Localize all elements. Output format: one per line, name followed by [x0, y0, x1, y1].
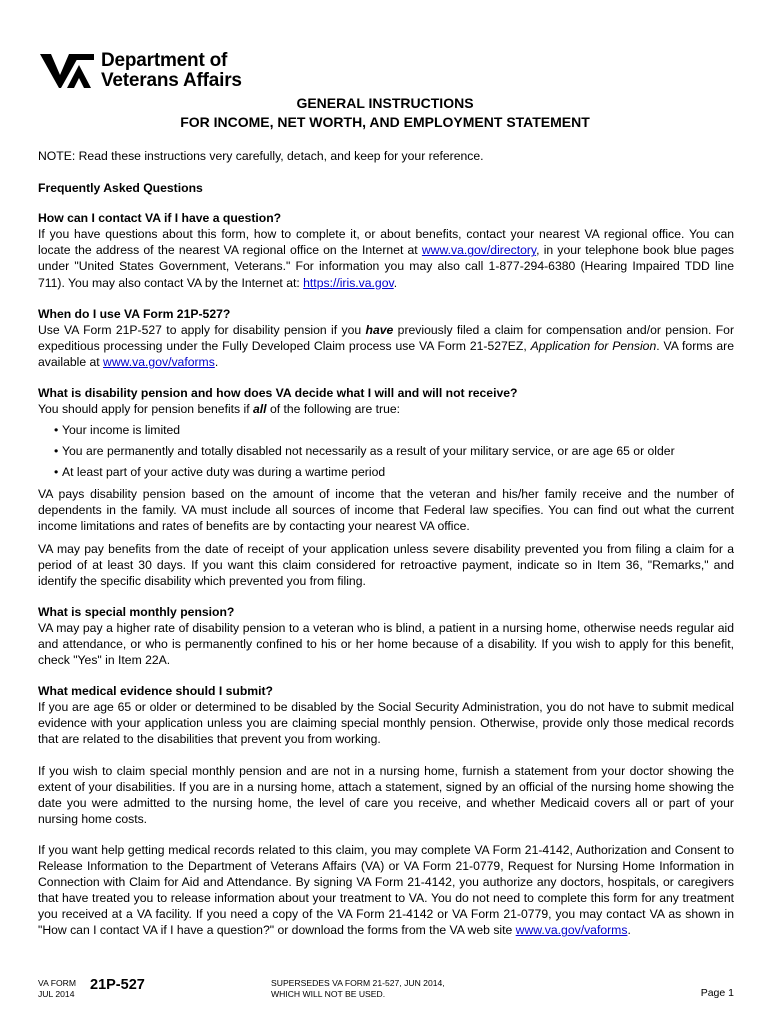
department-line-2: Veterans Affairs [101, 70, 242, 91]
page-title [0, 94, 770, 132]
list-item [54, 464, 734, 480]
text-span: . [393, 275, 398, 290]
text-span: Use VA Form 21P-527 to apply for disability pension if you [38, 322, 366, 337]
page-header [39, 50, 242, 92]
answer-text: VA may pay a higher rate of disability pension to a veteran who is blind, a patient in a nursing home, otherwise needs regular aid and attendance, or who is permanently confined to his or her home because of a disability. If you wish to apply for this benefit, check "Yes" in Item 22A. [38, 620, 734, 668]
vaforms-link[interactable]: www.va.gov/vaforms [103, 354, 215, 369]
question-heading: What is special monthly pension? [38, 604, 235, 619]
title-line-2: FOR INCOME, NET WORTH, AND EMPLOYMENT STATEMENT [180, 114, 590, 130]
question-heading: What is disability pension and how does VA decide what I will and will not receive? [38, 386, 518, 401]
supersedes-note [271, 978, 445, 1000]
vaforms-link[interactable]: www.va.gov/vaforms [515, 923, 628, 938]
section-contact-va [38, 210, 734, 290]
iris-link[interactable]: https://iris.va.gov [303, 275, 394, 290]
answer-text [38, 322, 734, 370]
bullet: • [54, 465, 59, 480]
instructions-body [38, 148, 734, 953]
list-item [54, 443, 734, 459]
list-item-text: Your income is limited [62, 423, 181, 438]
paragraph: VA pays disability pension based on the amount of income that the veteran and his/her family receive and the number of dependents in the family. VA must include all sources of income that Federal law specifies. You can find out what the current income limitations and rates of benefits are by contacting your nearest VA office. [38, 487, 734, 534]
italic-text: Application for Pension [530, 338, 657, 353]
criteria-list [38, 422, 734, 480]
text-span: . VA forms are available at [38, 338, 734, 369]
text-span: If you want help getting medical records related to this claim, you may complete VA Form 21-4142, Authorization and Consent to Release Information to the Department of Veterans Affairs (VA) or VA Form 21-0779, Request for Nursing Home Information in Connection with Claim for Aid and Attendance. By signing VA Form 21-4142, you authorize any doctors, hospitals, or caregivers that have treated you to release information about your treatment to VA. You do not need to complete this form for any treatment you received at a VA facility. If you need a copy of the VA Form 21-4142 or VA Form 21-0779, you may contact VA as shown in "How can I contact VA if I have a question?" or download the forms from the VA web site [38, 842, 734, 938]
text-span: If you have questions about this form, how to complete it, or about benefits, contact your nearest VA regional office. You can locate the address of the nearest VA regional office on the Internet at [38, 227, 734, 258]
note-text: NOTE: Read these instructions very carefully, detach, and keep for your reference. [38, 149, 484, 163]
supersedes-line-1: SUPERSEDES VA FORM 21-527, JUN 2014, [271, 978, 445, 988]
form-edition [38, 978, 76, 1000]
page-footer [38, 978, 734, 1014]
form-date: JUL 2014 [38, 989, 75, 999]
text-span: of the following are true: [266, 402, 401, 417]
paragraph [38, 842, 734, 939]
question-heading: When do I use VA Form 21P-527? [38, 306, 231, 321]
section-disability-pension [38, 385, 734, 589]
section-medical-evidence [38, 683, 734, 938]
emphasis-text: all [253, 402, 267, 417]
directory-link[interactable]: www.va.gov/directory [421, 243, 537, 258]
va-logo [39, 51, 95, 91]
paragraph: VA may pay benefits from the date of receipt of your application unless severe disability prevented you from filing a claim for a period of at least 30 days. If you want this claim considered for retroactive payment, indicate so in Item 36, "Remarks," and identify the specific disability which prevented you from filing. [38, 541, 734, 588]
paragraph: If you wish to claim special monthly pension and are not in a nursing home, furnish a statement from your doctor showing the extent of your disabilities. If you are in a nursing home, attach a statement, signed by an official of the nursing home showing the date you were admitted to the nursing home, the level of care you receive, and whether Medicaid covers all or part of your nursing home costs. [38, 763, 734, 826]
form-number: 21P-527 [90, 977, 145, 993]
supersedes-line-2: WHICH WILL NOT BE USED. [271, 989, 386, 999]
list-item-text: You are permanently and totally disabled not necessarily as a result of your military service, or are age 65 or older [62, 444, 675, 459]
question-heading: What medical evidence should I submit? [38, 684, 273, 699]
va-form-label: VA FORM [38, 978, 77, 988]
page-number: Page 1 [700, 987, 734, 999]
faq-heading: Frequently Asked Questions [38, 181, 203, 196]
list-item [54, 422, 734, 438]
emphasis-text: have [365, 322, 394, 337]
section-when-to-use [38, 306, 734, 370]
text-span: . [627, 923, 631, 938]
title-line-1: GENERAL INSTRUCTIONS [296, 95, 474, 111]
text-span: previously filed a claim for compensation and/or pension. For expeditious processing under the Fully Developed Claim process use VA Form 21-527EZ, [38, 322, 735, 353]
question-heading: How can I contact VA if I have a question? [38, 211, 282, 226]
text-span: You should apply for pension benefits if [38, 402, 254, 417]
text-span: , in your telephone book blue pages under "United States Government, Veterans." For information you may also call 1-877-294-6380 (Hearing Impaired TDD line 711). You may also contact VA by the Internet at: [38, 243, 735, 290]
paragraph: If you are age 65 or older or determined to be disabled by the Social Security Administration, you do not have to submit medical evidence with your application unless you are claiming special monthly pension. Otherwise, provide only those medical records that are related to the disabilities that prevent you from working. [38, 700, 734, 747]
answer-text [38, 226, 734, 290]
bullet: • [54, 444, 59, 459]
department-line-1: Department of [101, 50, 228, 71]
bullet: • [54, 423, 59, 438]
intro-text [38, 401, 734, 417]
text-span: . [214, 354, 219, 369]
department-name [101, 51, 242, 91]
section-special-monthly-pension [38, 604, 734, 668]
list-item-text: At least part of your active duty was during a wartime period [62, 465, 386, 480]
